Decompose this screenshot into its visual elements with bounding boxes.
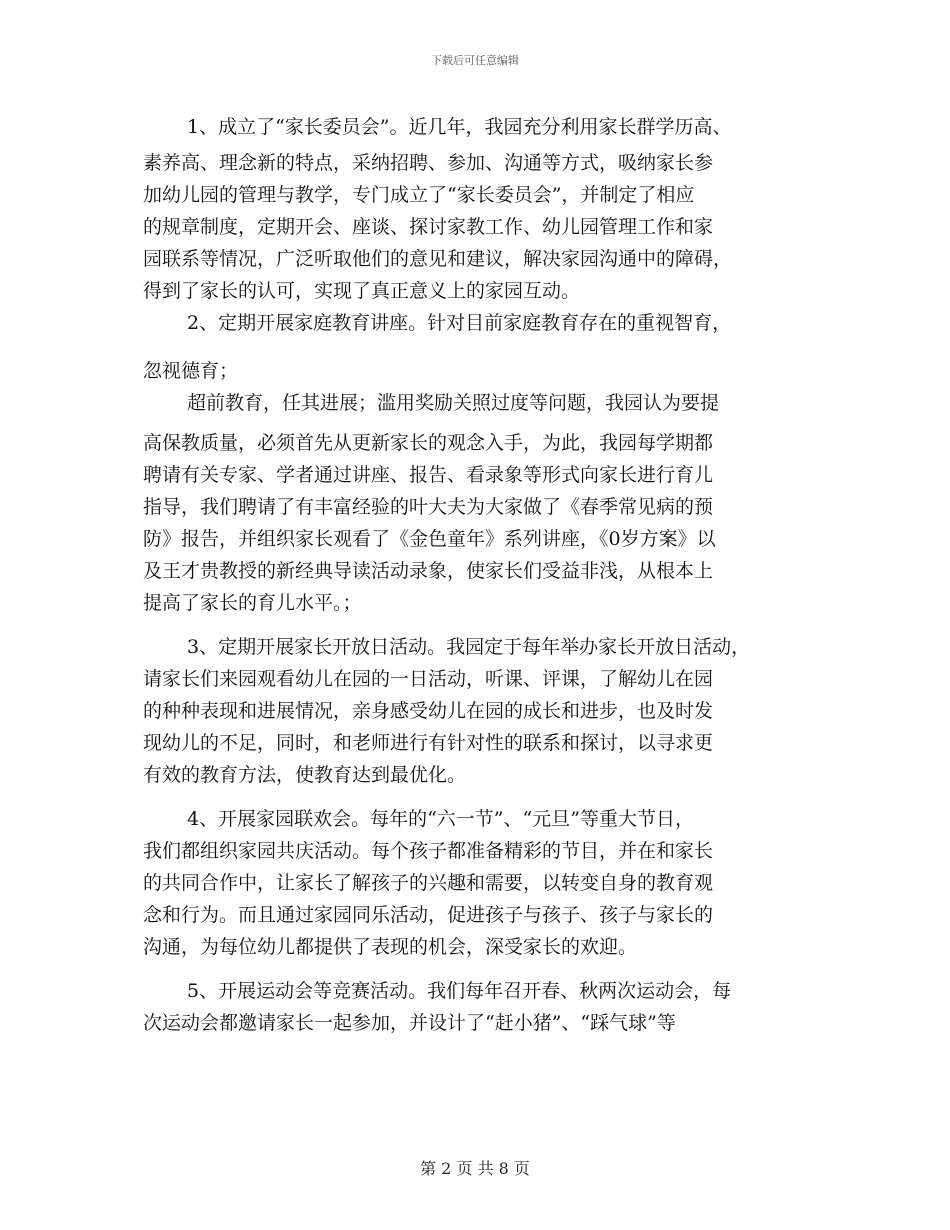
text-line: 次运动会都邀请家长一起参加，并设计了“赶小猪”、“踩气球”等 <box>143 1012 676 1034</box>
text-line: 我们都组织家园共庆活动。每个孩子都准备精彩的节目，并在和家长 <box>143 840 714 862</box>
text-line: 3、定期开展家长开放日活动。我园定于每年举办家长开放日活动， <box>187 636 751 658</box>
text-line: 园联系等情况，广泛听取他们的意见和建议，解决家园沟通中的障碍， <box>143 248 733 270</box>
text-line: 高保教质量，必须首先从更新家长的观念入手，为此，我园每学期都 <box>143 432 714 454</box>
text-line: 超前教育，任其进展；滥用奖励关照过度等问题，我园认为要提 <box>187 392 720 414</box>
header-note: 下载后可任意编辑 <box>431 54 519 67</box>
text-line: 1、成立了“家长委员会”。近几年，我园充分利用家长群学历高、 <box>187 116 732 138</box>
text-line: 的种种表现和进展情况，亲身感受幼儿在园的成长和进步，也及时发 <box>143 700 714 722</box>
text-line: 加幼儿园的管理与教学，专门成立了“家长委员会”，并制定了相应 <box>143 184 695 206</box>
text-line: 2、定期开展家庭教育讲座。针对目前家庭教育存在的重视智育， <box>187 312 732 334</box>
text-line: 5、开展运动会等竞赛活动。我们每年召开春、秋两次运动会，每 <box>187 980 732 1002</box>
text-line: 提高了家长的育儿水平。； <box>143 592 362 614</box>
text-line: 请家长们来园观看幼儿在园的一日活动，听课、评课，了解幼儿在园 <box>143 668 714 690</box>
text-line: 忽视德育； <box>143 360 239 382</box>
text-line: 现幼儿的不足，同时，和老师进行有针对性的联系和探讨，以寻求更 <box>143 732 714 754</box>
text-line: 防》报告，并组织家长观看了《金色童年》系列讲座，《0岁方案》以 <box>143 528 716 550</box>
text-line: 素养高、理念新的特点，采纳招聘、参加、沟通等方式，吸纳家长参 <box>143 152 714 174</box>
page-number-footer: 第 2 页 共 8 页 <box>420 1159 530 1178</box>
text-line: 及王才贵教授的新经典导读活动录象，使家长们受益非浅，从根本上 <box>143 560 714 582</box>
text-line: 聘请有关专家、学者通过讲座、报告、看录象等形式向家长进行育儿 <box>143 464 714 486</box>
text-line: 的共同合作中，让家长了解孩子的兴趣和需要，以转变自身的教育观 <box>143 872 714 894</box>
text-line: 4、开展家园联欢会。每年的“六一节”、“元旦”等重大节日， <box>187 808 694 830</box>
text-line: 有效的教育方法，使教育达到最优化。 <box>143 764 467 786</box>
text-line: 沟通，为每位幼儿都提供了表现的机会，深受家长的欢迎。 <box>143 936 638 958</box>
text-line: 的规章制度，定期开会、座谈、探讨家教工作、幼儿园管理工作和家 <box>143 216 714 238</box>
text-line: 念和行为。而且通过家园同乐活动，促进孩子与孩子、孩子与家长的 <box>143 904 714 926</box>
text-line: 指导，我们聘请了有丰富经验的叶大夫为大家做了《春季常见病的预 <box>143 496 714 518</box>
text-line: 得到了家长的认可，实现了真正意义上的家园互动。 <box>143 280 581 302</box>
